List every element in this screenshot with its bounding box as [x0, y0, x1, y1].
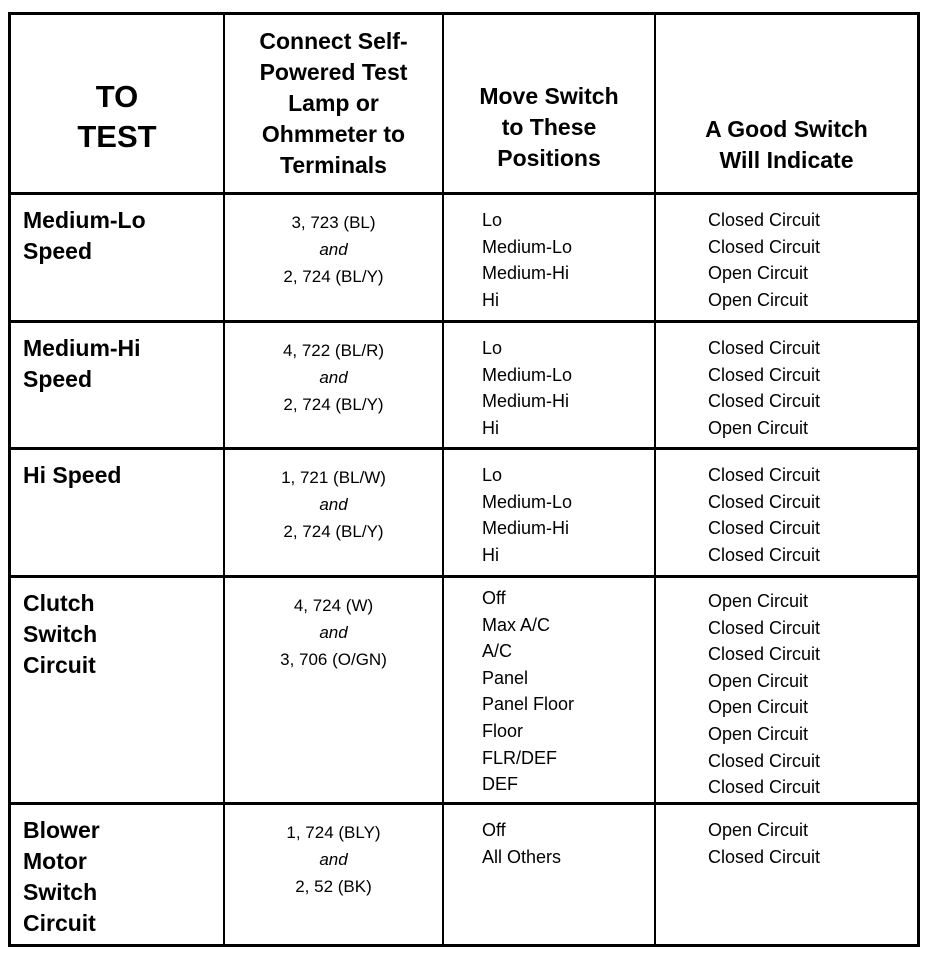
positions-cell — [482, 323, 652, 441]
test-name-line: Medium-Lo — [23, 207, 146, 233]
header-to-test — [11, 15, 223, 192]
position-item: Medium-Lo — [482, 364, 573, 385]
position-item: Max A/C — [482, 614, 551, 635]
position-item: Panel Floor — [482, 694, 575, 715]
position-item: Hi — [482, 289, 499, 310]
positions-cell — [482, 578, 652, 798]
terminal-value: 1, 721 (BL/W) — [281, 468, 386, 487]
terminal-conjunction: and — [319, 495, 348, 514]
terminals-cell — [225, 450, 442, 545]
test-name-line: Motor — [23, 848, 87, 874]
result-item: Closed Circuit — [708, 391, 821, 412]
result-item: Closed Circuit — [708, 236, 821, 257]
terminal-value: 1, 724 (BLY) — [286, 823, 381, 842]
terminal-value: 2, 724 (BL/Y) — [283, 522, 384, 541]
result-item: Open Circuit — [708, 697, 809, 718]
header-line: Move Switch — [479, 83, 619, 109]
position-item: Medium-Hi — [482, 391, 570, 412]
terminal-value: 3, 706 (O/GN) — [280, 650, 387, 669]
test-name-cell — [11, 195, 223, 267]
test-name-line: Switch — [23, 879, 98, 905]
header-move-switch — [444, 15, 654, 192]
header-good-switch — [656, 15, 917, 192]
position-item: Floor — [482, 720, 524, 741]
terminal-value: 2, 52 (BK) — [295, 877, 372, 896]
result-item: Open Circuit — [708, 289, 809, 310]
position-item: Hi — [482, 544, 499, 565]
result-item: Closed Circuit — [708, 750, 821, 771]
position-item: Lo — [482, 338, 503, 358]
test-name-line: Clutch — [23, 590, 95, 616]
terminal-value: 2, 724 (BL/Y) — [283, 395, 384, 414]
test-name-cell — [11, 450, 223, 491]
result-item: Open Circuit — [708, 723, 809, 744]
test-name-cell — [11, 323, 223, 395]
test-name-line: Speed — [23, 366, 93, 392]
header-line: A Good Switch — [705, 115, 868, 142]
result-item: Closed Circuit — [708, 544, 821, 565]
test-name-cell — [11, 805, 223, 939]
switch-test-table — [8, 12, 920, 947]
test-name-line: Hi Speed — [23, 462, 122, 488]
test-name-line: Blower — [23, 817, 100, 843]
results-cell — [708, 450, 913, 568]
terminal-conjunction: and — [319, 623, 348, 642]
position-item: FLR/DEF — [482, 747, 558, 768]
header-line: Connect Self- — [259, 28, 408, 54]
results-cell — [708, 805, 913, 870]
position-item: Lo — [482, 210, 503, 230]
result-item: Closed Circuit — [708, 518, 821, 539]
result-item: Closed Circuit — [708, 364, 821, 385]
result-item: Open Circuit — [708, 263, 809, 284]
header-line: TEST — [77, 118, 157, 154]
result-item: Closed Circuit — [708, 777, 821, 798]
test-name-line: Speed — [23, 238, 93, 264]
result-item: Closed Circuit — [708, 644, 821, 665]
position-item: Medium-Lo — [482, 236, 573, 257]
terminals-cell — [225, 195, 442, 290]
terminal-value: 4, 724 (W) — [293, 596, 374, 615]
positions-cell — [482, 805, 652, 870]
position-item: Lo — [482, 465, 503, 485]
terminal-value: 2, 724 (BL/Y) — [283, 267, 384, 286]
terminals-cell — [225, 805, 442, 900]
position-item: All Others — [482, 846, 562, 867]
results-cell — [708, 323, 913, 441]
result-item: Open Circuit — [708, 670, 809, 691]
header-line: Powered Test — [259, 59, 408, 85]
terminals-cell — [225, 323, 442, 418]
result-item: Closed Circuit — [708, 465, 821, 485]
header-line: Ohmmeter to — [261, 121, 406, 147]
test-name-line: Medium-Hi — [23, 335, 141, 361]
position-item: Panel — [482, 667, 529, 688]
result-item: Closed Circuit — [708, 846, 821, 867]
header-line: Positions — [497, 145, 601, 171]
test-name-cell — [11, 578, 223, 681]
results-cell — [708, 195, 913, 313]
terminals-cell — [225, 578, 442, 673]
position-item: Medium-Hi — [482, 263, 570, 284]
position-item: A/C — [482, 641, 513, 662]
terminal-conjunction: and — [319, 850, 348, 869]
positions-cell — [482, 195, 652, 313]
result-item: Open Circuit — [708, 591, 809, 611]
position-item: Medium-Hi — [482, 518, 570, 539]
result-item: Closed Circuit — [708, 338, 821, 358]
position-item: DEF — [482, 774, 518, 795]
header-line: Will Indicate — [719, 146, 854, 173]
positions-cell — [482, 450, 652, 568]
position-item: Medium-Lo — [482, 491, 573, 512]
result-item: Closed Circuit — [708, 491, 821, 512]
header-line: to These — [501, 114, 597, 140]
results-cell — [708, 578, 913, 801]
result-item: Closed Circuit — [708, 617, 821, 638]
position-item: Off — [482, 588, 506, 608]
result-item: Open Circuit — [708, 820, 809, 840]
position-item: Off — [482, 820, 506, 840]
result-item: Closed Circuit — [708, 210, 821, 230]
header-line: TO — [95, 78, 139, 114]
test-name-line: Switch — [23, 621, 98, 647]
test-name-line: Circuit — [23, 910, 96, 936]
test-name-line: Circuit — [23, 652, 96, 678]
header-line: Terminals — [280, 152, 387, 178]
terminal-conjunction: and — [319, 368, 348, 387]
header-connect — [225, 15, 442, 192]
position-item: Hi — [482, 417, 499, 438]
terminal-value: 4, 722 (BL/R) — [282, 341, 385, 360]
terminal-conjunction: and — [319, 240, 348, 259]
header-line: Lamp or — [288, 90, 379, 116]
terminal-value: 3, 723 (BL) — [291, 213, 376, 232]
result-item: Open Circuit — [708, 417, 809, 438]
